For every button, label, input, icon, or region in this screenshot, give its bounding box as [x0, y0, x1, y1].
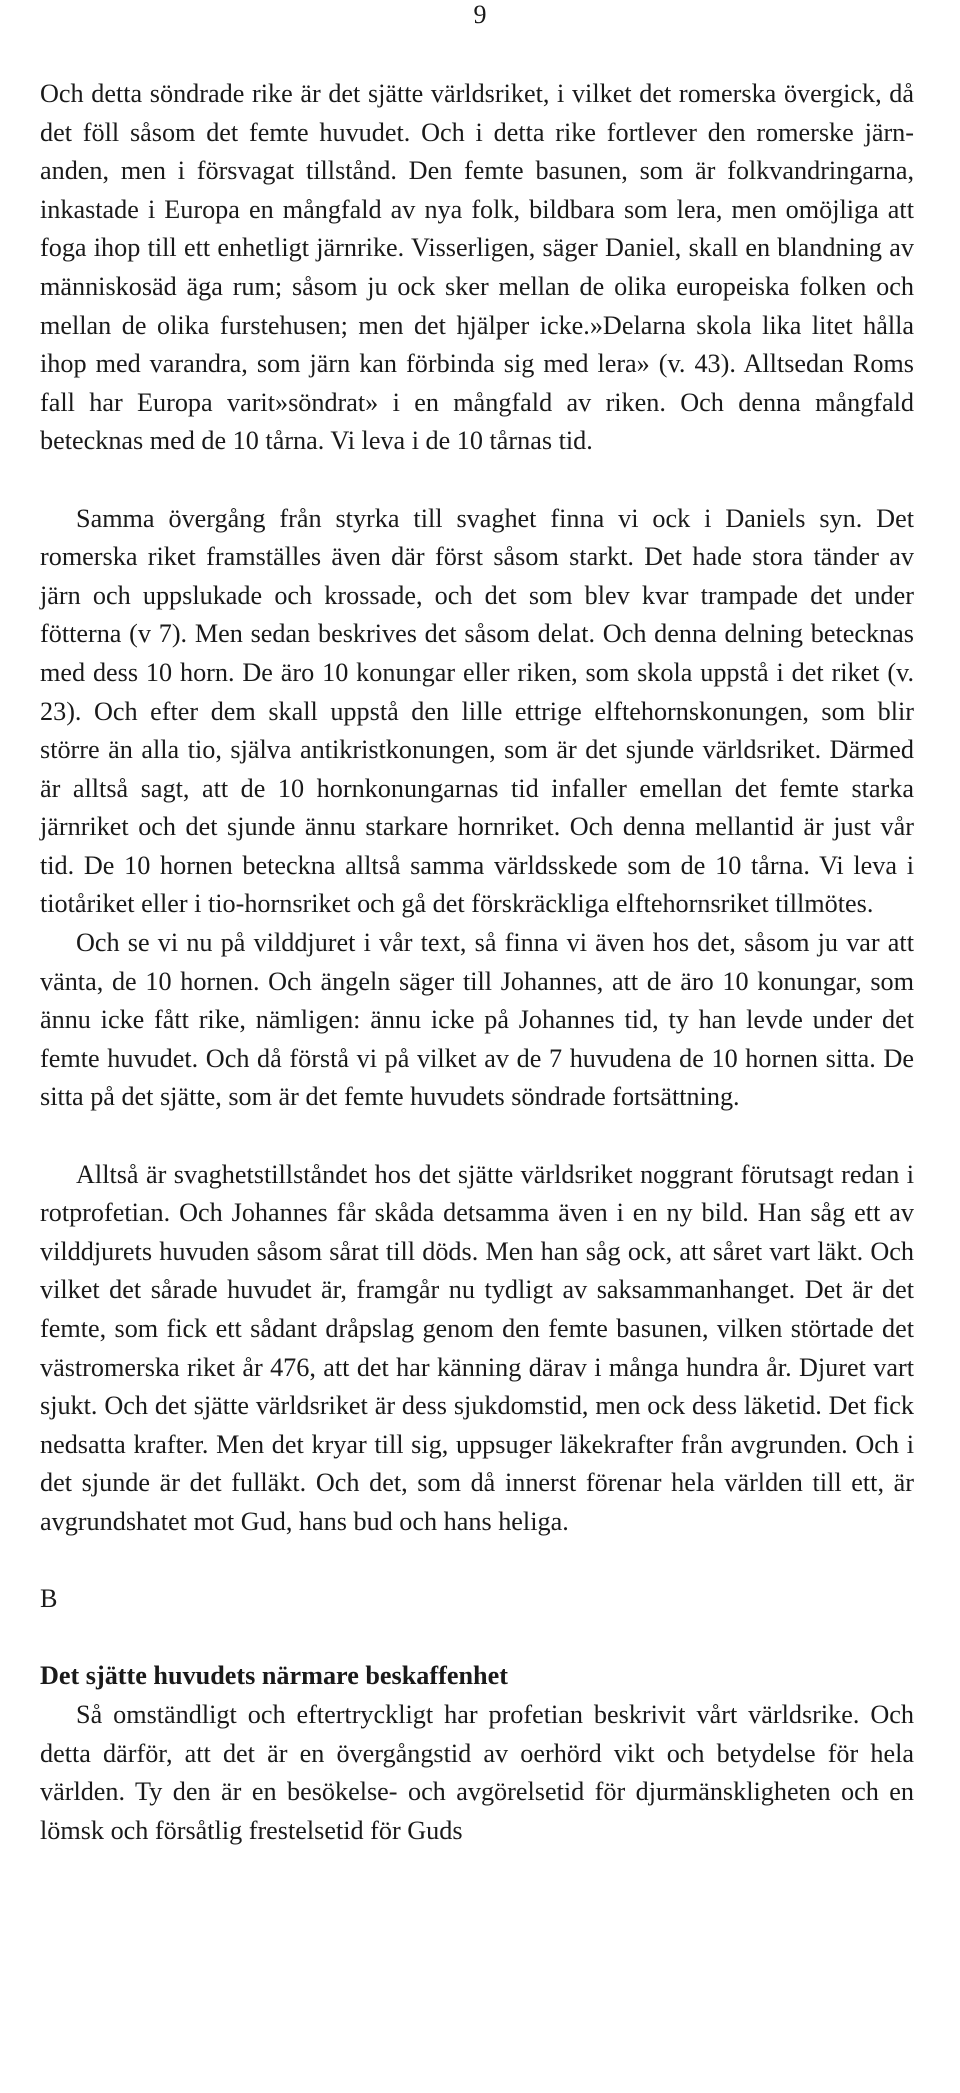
- page-number: 9: [473, 0, 487, 29]
- paragraph-5: Så omständligt och eftertryckligt har profetian beskrivit vårt världsrike. Och detta därför, att det är en övergångstid av oerhörd vikt och betydelse för hela världen. Ty den är en besökelse- och avgörelsetid för djurmänskligheten och en lömsk och försåtlig frestelsetid för Guds: [40, 1699, 914, 1845]
- section-letter: B: [40, 1584, 58, 1614]
- section-heading: Det sjätte huvudets närmare beskaffenhet: [40, 1661, 508, 1691]
- paragraph-4: Alltså är svaghetstillståndet hos det sjätte världsriket noggrant förutsagt redan i rotprofetian. Och Johannes får skåda detsamma även i en ny bild. Han såg ett av vilddjurets huvuden såsom sårat till döds. Men han såg ock, att såret vart läkt. Och vilket det sårade huvudet är, framgår nu tydligt av saksammanhanget. Det är det femte, som fick ett sådant dråpslag genom den femte basunen, vilken störtade det västromerska riket år 476, att det har känning därav i många hundra år. Djuret vart sjukt. Och det sjätte världsriket är dess sjukdomstid, men ock dess läketid. Det fick nedsatta krafter. Men det kryar till sig, uppsuger läkekrafter från avgrunden. Och i det sjunde är det fulläkt. Och det, som då innerst förenar hela världen till ett, är avgrundshatet mot Gud, hans bud och hans heliga.: [40, 1159, 914, 1536]
- body-text: [40, 75, 914, 1850]
- paragraph-1: Och detta söndrade rike är det sjätte världsriket, i vilket det romerska övergick, då det föll såsom det femte huvudet. Och i detta rike fortlever den romerske järn-anden, men i försvagat tillstånd. Den femte basunen, som är folkvandringarna, inkastade i Europa en mångfald av nya folk, bildbara som lera, men omöjliga att foga ihop till ett enhetligt järnrike. Visserligen, säger Daniel, skall en blandning av människosäd äga rum; såsom ju ock sker mellan de olika europeiska folken och mellan de olika furstehusen; men det hjälper icke.»Delarna skola lika litet hålla ihop med varandra, som järn kan förbinda sig med lera» (v. 43). Alltsedan Roms fall har Europa varit»söndrat» i en mångfald av riken. Och denna mångfald betecknas med de 10 tårna. Vi leva i de 10 tårnas tid.: [40, 79, 914, 456]
- paragraph-3: Och se vi nu på vilddjuret i vår text, så finna vi även hos det, såsom ju var att vänta, de 10 hornen. Och ängeln säger till Johannes, att de äro 10 konungar, som ännu icke fått rike, nämligen: ännu icke på Johannes tid, ty han levde under det femte huvudet. Och då förstå vi på vilket av de 7 huvudena de 10 hornen sitta. De sitta på det sjätte, som är det femte huvudets söndrade fortsättning.: [40, 928, 914, 1112]
- paragraph-2: Samma övergång från styrka till svaghet finna vi ock i Daniels syn. Det romerska riket framställes även där först såsom starkt. Det hade stora tänder av järn och uppslukade och krossade, och det som blev kvar trampade det under fötterna (v 7). Men sedan beskrives det såsom delat. Och denna delning betecknas med dess 10 horn. De äro 10 konungar eller riken, som skola uppstå i det riket (v. 23). Och efter dem skall uppstå den lille ettrige elftehornskonungen, som blir större än alla tio, själva antikristkonungen, som är det sjunde världsriket. Därmed är alltså sagt, att de 10 hornkonungarnas tid infaller emellan det femte starka järnriket och det sjunde ännu starkare hornriket. Och denna mellantid är just vår tid. De 10 hornen beteckna alltså samma världsskede som de 10 tårna. Vi leva i tiotåriket eller i tio-hornsriket och gå det förskräckliga elftehornsriket tillmötes.: [40, 503, 914, 919]
